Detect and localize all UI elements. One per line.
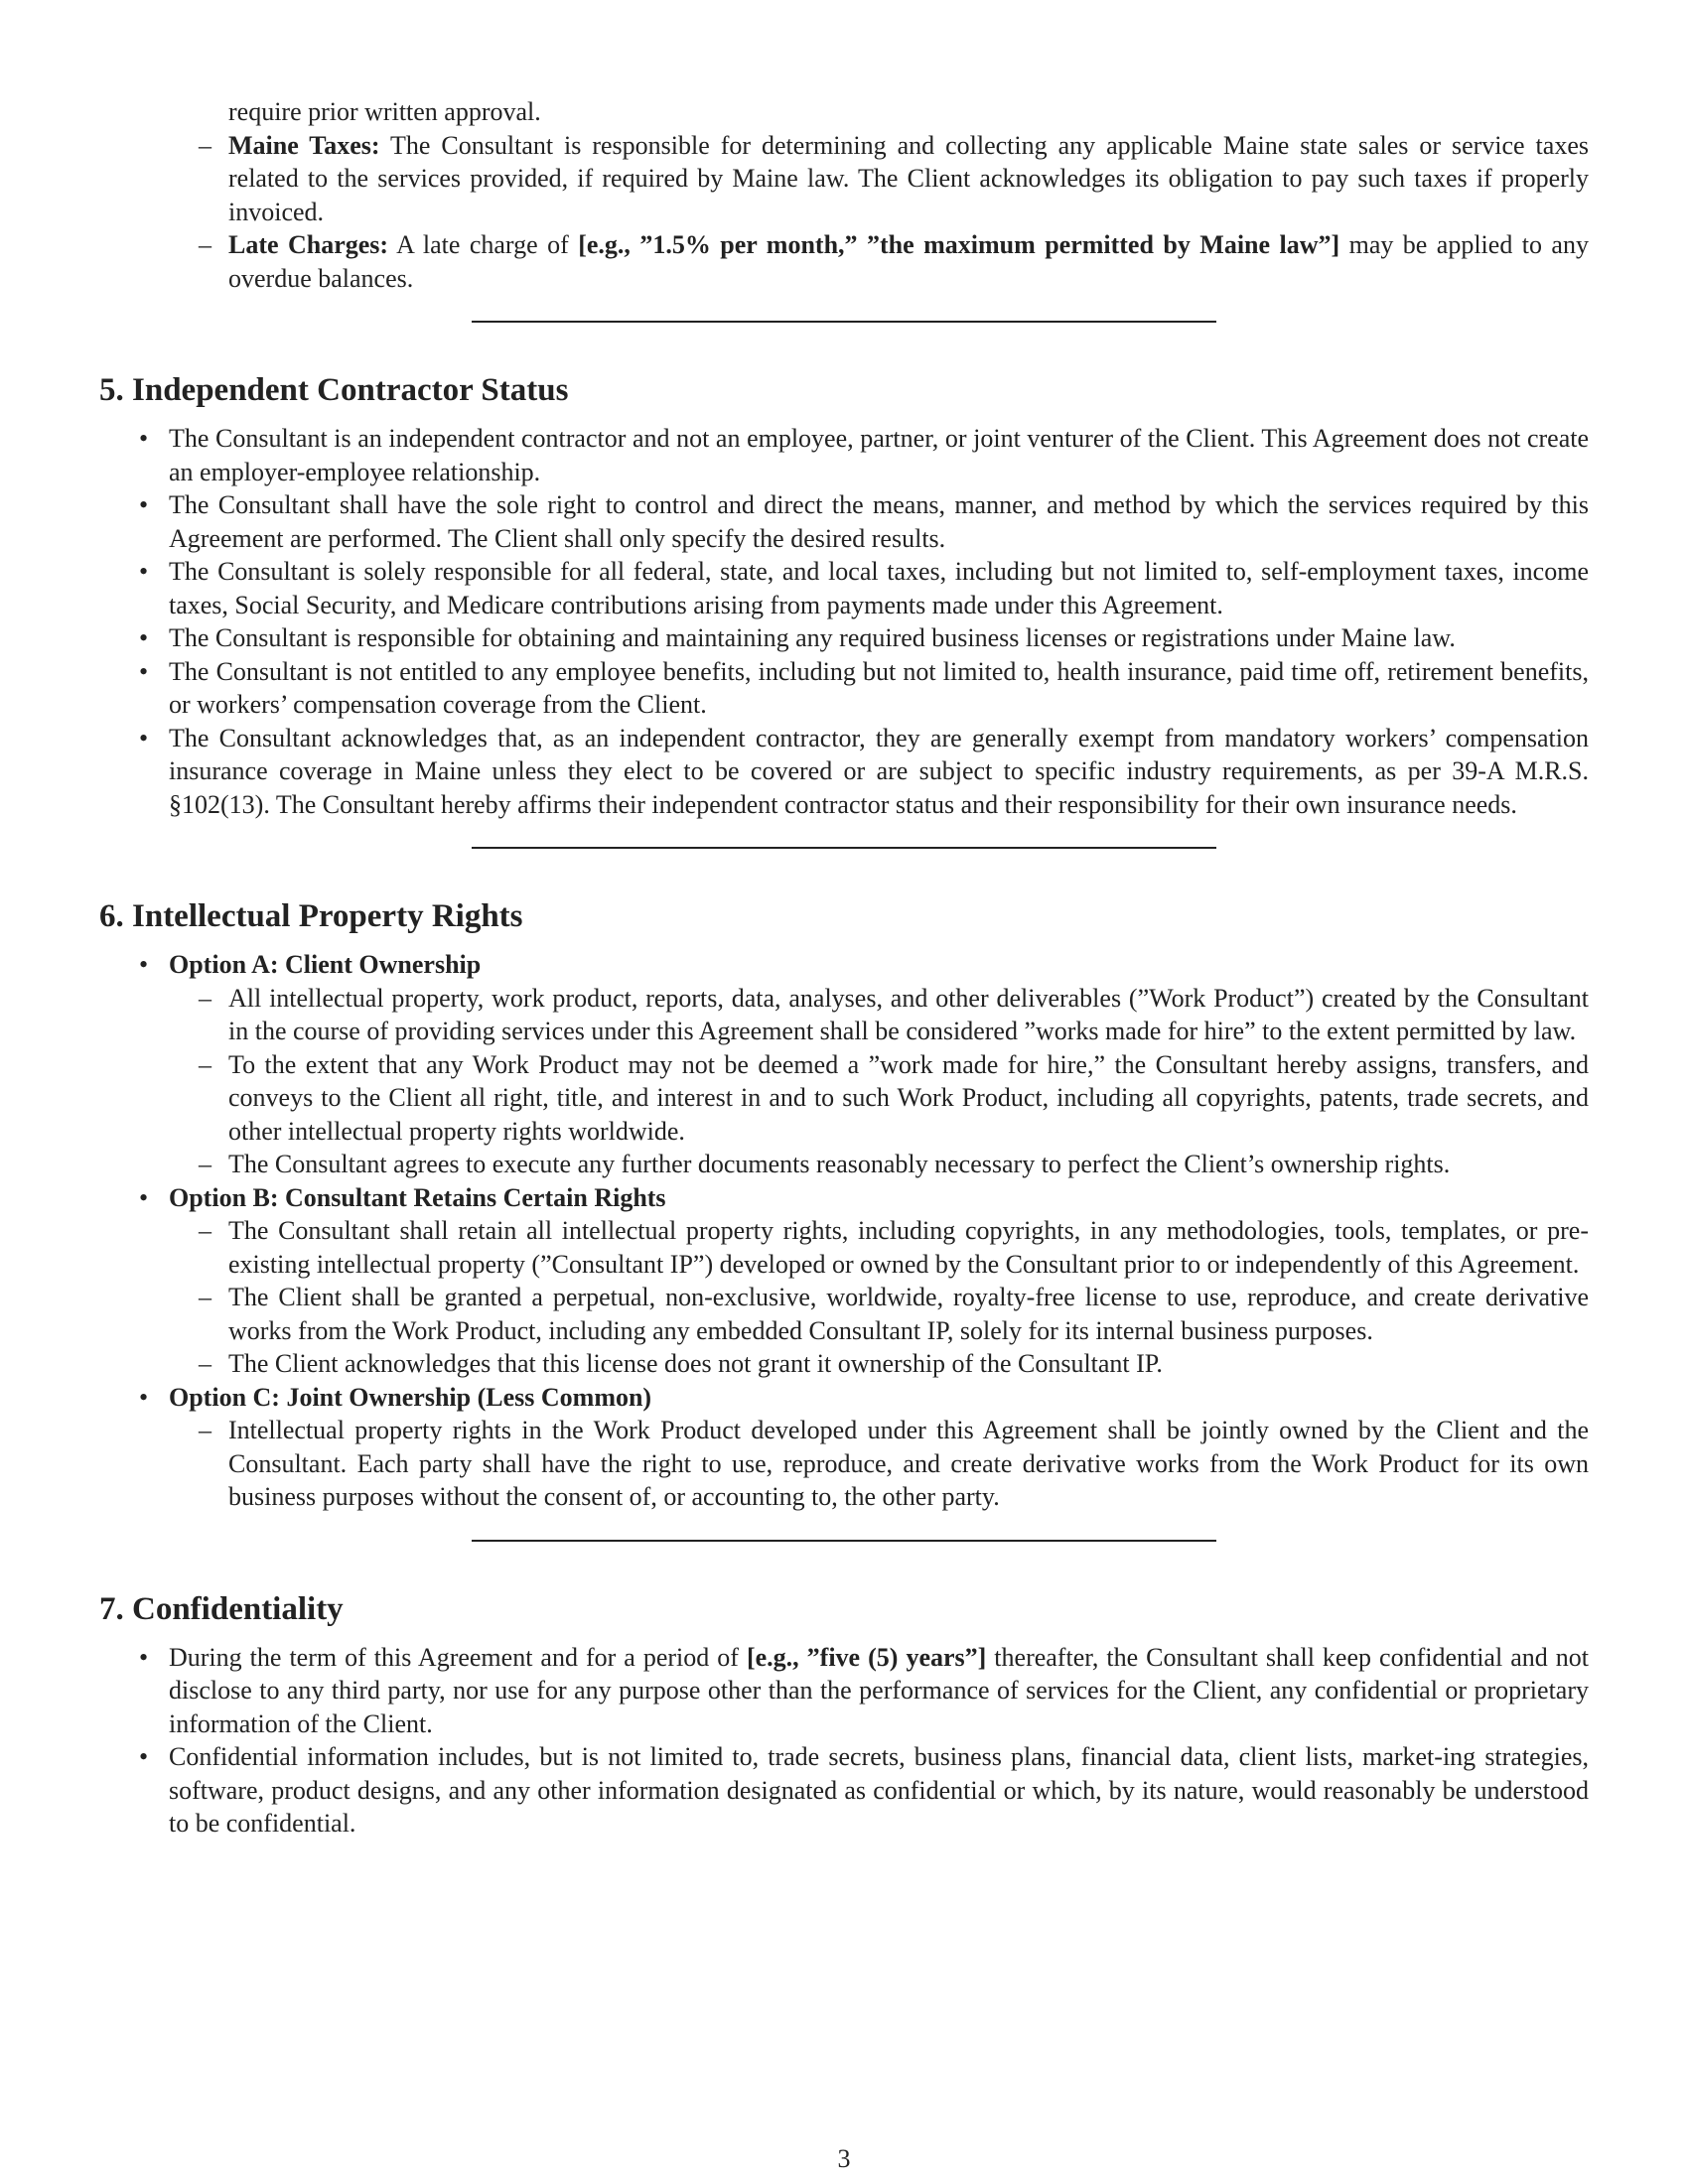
item-text: The Consultant is responsible for determining and collecting any applicable Maine state sales or service taxes related to the services provided, if required by Maine law. The Client acknowledges its obligation to pay such taxes if properly invoiced. [228,130,1589,226]
item-label: Maine Taxes: [228,130,380,160]
list-item [99,1641,1589,1741]
option-heading [99,1381,1589,1415]
list-item: – The Consultant agrees to execute any further documents reasonably necessary to perfect the Client’s ownership rights. [99,1148,1589,1181]
section7-list [99,1641,1589,1841]
placeholder-bracket: [e.g., ”five (5) years”] [746,1642,987,1672]
continued-text: require prior written approval. [228,97,541,126]
list-item: – All intellectual property, work product, reports, data, analyses, and other deliverables (”Work Product”) created by the Consultant in the course of providing services under this Agreement shall be considered ”works made for hire” to the extent permitted by law. [99,982,1589,1048]
document-page [99,95,1589,1841]
list-item [99,129,1589,229]
list-item [99,228,1589,295]
list-item: • The Consultant acknowledges that, as an independent contractor, they are generally exempt from mandatory workers’ compensation insurance coverage in Maine unless they elect to be covered or are subject to specific industry requirements, as per 39-A M.R.S. §102(13). The Consultant hereby affirms their independent contractor status and their responsibility for their own insurance needs. [99,722,1589,822]
list-item: • The Consultant is an independent contractor and not an employee, partner, or joint venturer of the Client. This Agreement does not create an employer-employee relationship. [99,422,1589,488]
item-label: Late Charges: [228,230,389,259]
list-item: – To the extent that any Work Product may not be deemed a ”work made for hire,” the Consultant hereby assigns, transfers, and conveys to the Client all right, title, and interest in and to such Work Product, including all copyrights, patents, trade secrets, and other intellectual property rights worldwide. [99,1048,1589,1149]
item-text: During the term of this Agreement and for a period of [169,1642,747,1672]
section-title: 7. Confidentiality [99,1590,344,1627]
section-title: 6. Intellectual Property Rights [99,898,523,934]
section-divider [472,847,1216,849]
option-heading [99,1181,1589,1215]
item-text: thereafter, the Consultant shall keep confidential and not disclose to any third party, nor use for any purpose other than the performance of services for the Client, any confidential or proprietary information of the Client. [169,1642,1589,1738]
section-divider [472,1540,1216,1542]
list-item: • The Consultant is responsible for obtaining and maintaining any required business licenses or registrations under Maine law. [99,621,1589,655]
list-item: – The Client shall be granted a perpetual, non-exclusive, worldwide, royalty-free license to use, reproduce, and create derivative works from the Work Product, including any embedded Consultant IP, solely for its internal business purposes. [99,1281,1589,1347]
section-title: 5. Independent Contractor Status [99,372,569,408]
item-text: A late charge of [388,230,579,259]
section-divider [472,321,1216,323]
payment-subitems [99,129,1589,296]
option-label: Option A: Client Ownership [169,950,482,979]
list-item: • The Consultant shall have the sole right to control and direct the means, manner, and method by which the services required by this Agreement are performed. The Client shall only specify the desired results. [99,488,1589,555]
page-number: 3 [837,2144,851,2173]
list-item: – The Consultant shall retain all intellectual property rights, including copyrights, in any methodologies, tools, templates, or pre-existing intellectual property (”Consultant IP”) developed or owned by the Consultant prior to or independently of this Agreement. [99,1214,1589,1281]
option-label: Option B: Consultant Retains Certain Rights [169,1182,666,1212]
section6-list [99,948,1589,1514]
list-item: – The Client acknowledges that this license does not grant it ownership of the Consultant IP. [99,1347,1589,1381]
list-item: – Intellectual property rights in the Work Product developed under this Agreement shall be jointly owned by the Client and the Consultant. Each party shall have the right to use, reproduce, and create derivative works from the Work Product for its own business purposes without the consent of, or accounting to, the other party. [99,1414,1589,1514]
list-item: • Confidential information includes, but is not limited to, trade secrets, business plans, financial data, client lists, market-ing strategies, software, product designs, and any other information designated as confidential or which, by its nature, would reasonably be understood to be confidential. [99,1740,1589,1841]
option-label: Option C: Joint Ownership (Less Common) [169,1382,652,1412]
placeholder-bracket: [e.g., ”1.5% per month,” ”the maximum permitted by Maine law”] [578,230,1340,259]
item-text: may be applied to any overdue balances. [228,230,1589,293]
list-item: • The Consultant is not entitled to any employee benefits, including but not limited to, health insurance, paid time off, retirement benefits, or workers’ compensation coverage from the Client. [99,655,1589,722]
section5-list [99,422,1589,821]
list-item: • The Consultant is solely responsible for all federal, state, and local taxes, including but not limited to, self-employment taxes, income taxes, Social Security, and Medicare contributions arising from payments made under this Agreement. [99,555,1589,621]
option-heading [99,948,1589,982]
